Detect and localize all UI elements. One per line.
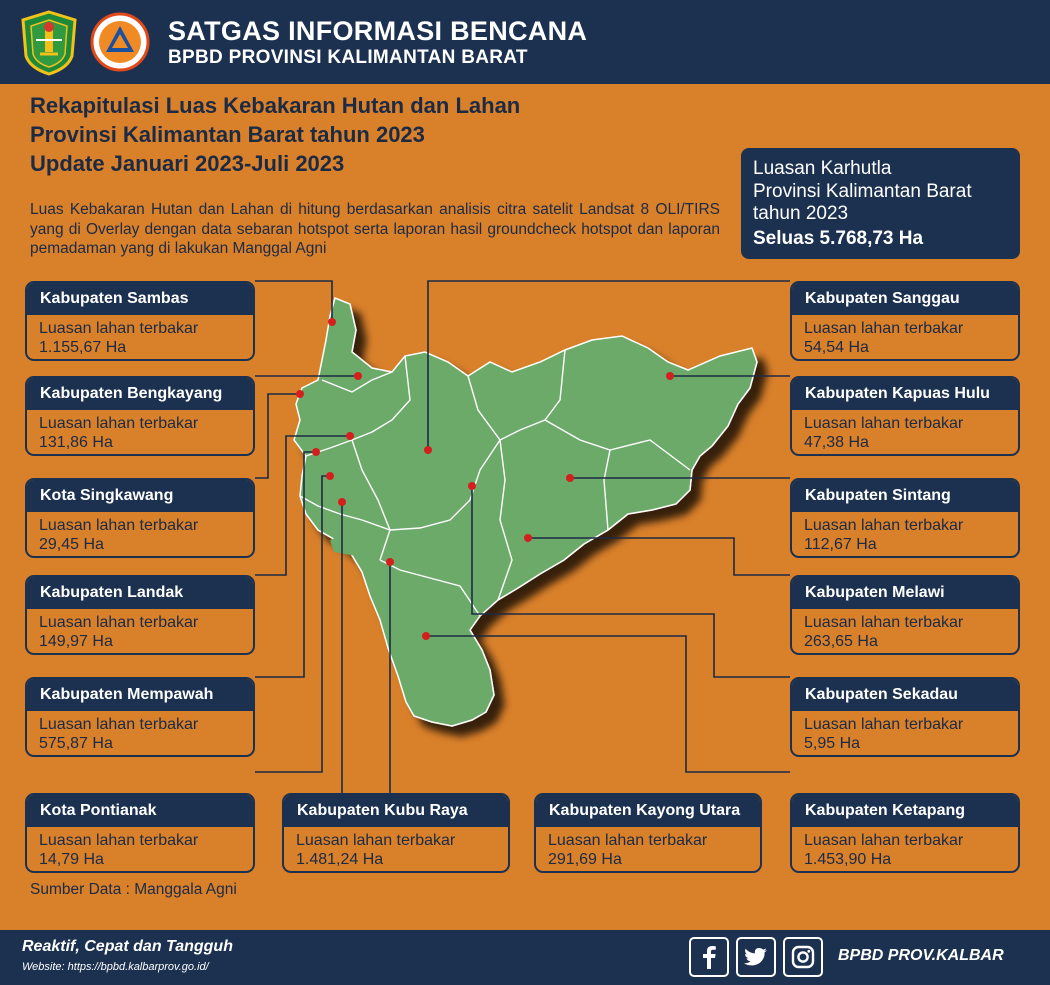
kalimantan-barat-shape (294, 298, 757, 726)
card-region-name: Kabupaten Kubu Raya (284, 795, 508, 827)
method-description: Luas Kebakaran Hutan dan Lahan di hitung berdasarkan analisis citra satelit Landsat 8 OLI/TIRS yang di Overlay dengan data sebaran hotspot serta laporan hasil groundcheck hotspot dan laporan pemadaman yang di lakukan Manggal Agni (30, 201, 720, 257)
card-label: Luasan lahan terbakar (804, 320, 964, 337)
footer-brand: BPBD PROV.KALBAR (838, 947, 1004, 964)
card-region-name: Kabupaten Kapuas Hulu (792, 378, 1018, 410)
card-region-name: Kabupaten Sambas (27, 283, 253, 315)
card-kota-singkawang (25, 478, 255, 558)
card-label: Luasan lahan terbakar (548, 832, 708, 849)
data-source-note: Sumber Data : Manggala Agni (30, 881, 237, 898)
card-label: Luasan lahan terbakar (39, 415, 199, 432)
card-label: Luasan lahan terbakar (804, 415, 964, 432)
card-region-name: Kota Pontianak (27, 795, 253, 827)
card-value: 29,45 Ha (39, 536, 104, 553)
instagram-icon[interactable] (783, 937, 823, 977)
card-kabupaten-kayong-utara (534, 793, 762, 873)
card-kabupaten-sekadau (790, 677, 1020, 757)
infographic-title-line-3: Update Januari 2023-Juli 2023 (30, 151, 345, 176)
card-value: 5,95 Ha (804, 735, 861, 752)
card-label: Luasan lahan terbakar (296, 832, 456, 849)
summary-line-1: Luasan Karhutla (753, 158, 892, 179)
card-label: Luasan lahan terbakar (39, 614, 199, 631)
card-label: Luasan lahan terbakar (39, 517, 199, 534)
card-region-name: Kabupaten Mempawah (27, 679, 253, 711)
card-label: Luasan lahan terbakar (804, 517, 964, 534)
card-value: 14,79 Ha (39, 851, 104, 868)
card-kabupaten-kapuas-hulu (790, 376, 1020, 456)
footer-slogan: Reaktif, Cepat dan Tangguh (22, 938, 233, 955)
card-value: 1.481,24 Ha (296, 851, 384, 868)
footer-website: Website: https://bpbd.kalbarprov.go.id/ (22, 961, 209, 973)
summary-line-2: Provinsi Kalimantan Barat (753, 180, 972, 202)
card-kabupaten-landak (25, 575, 255, 655)
card-label: Luasan lahan terbakar (804, 832, 964, 849)
card-region-name: Kabupaten Sintang (792, 480, 1018, 512)
summary-total: Seluas 5.768,73 Ha (753, 227, 924, 249)
card-region-name: Kota Singkawang (27, 480, 253, 512)
card-value: 131,86 Ha (39, 434, 113, 451)
card-region-name: Kabupaten Landak (27, 577, 253, 609)
card-region-name: Kabupaten Bengkayang (27, 378, 253, 410)
card-kabupaten-sambas (25, 281, 255, 361)
card-kabupaten-melawi (790, 575, 1020, 655)
footer-bar (0, 930, 1050, 985)
card-label: Luasan lahan terbakar (804, 716, 964, 733)
card-value: 1.453,90 Ha (804, 851, 892, 868)
card-value: 112,67 Ha (804, 536, 877, 553)
card-region-name: Kabupaten Melawi (792, 577, 1018, 609)
card-kota-pontianak (25, 793, 255, 873)
card-value: 291,69 Ha (548, 851, 622, 868)
card-kabupaten-kubu-raya (282, 793, 510, 873)
card-value: 263,65 Ha (804, 633, 878, 650)
card-kabupaten-mempawah (25, 677, 255, 757)
card-region-name: Kabupaten Sanggau (792, 283, 1018, 315)
facebook-icon[interactable] (689, 937, 729, 977)
header-subtitle: BPBD PROVINSI KALIMANTAN BARAT (168, 47, 528, 68)
card-region-name: Kabupaten Ketapang (792, 795, 1018, 827)
card-label: Luasan lahan terbakar (39, 716, 199, 733)
card-value: 575,87 Ha (39, 735, 113, 752)
card-region-name: Kabupaten Sekadau (792, 679, 1018, 711)
header-title: SATGAS INFORMASI BENCANA (168, 16, 588, 46)
card-label: Luasan lahan terbakar (39, 832, 199, 849)
card-label: Luasan lahan terbakar (39, 320, 199, 337)
card-kabupaten-sanggau (790, 281, 1020, 361)
card-value: 54,54 Ha (804, 339, 869, 356)
card-value: 149,97 Ha (39, 633, 113, 650)
infographic-title-line-1: Rekapitulasi Luas Kebakaran Hutan dan Lahan (30, 93, 521, 118)
summary-line-3: tahun 2023 (753, 203, 849, 224)
card-value: 1.155,67 Ha (39, 339, 127, 356)
card-kabupaten-ketapang (790, 793, 1020, 873)
card-value: 47,38 Ha (804, 434, 869, 451)
card-label: Luasan lahan terbakar (804, 614, 964, 631)
twitter-icon[interactable] (736, 937, 776, 977)
card-kabupaten-bengkayang (25, 376, 255, 456)
infographic-title-line-2: Provinsi Kalimantan Barat tahun 2023 (30, 122, 425, 147)
card-kabupaten-sintang (790, 478, 1020, 558)
card-region-name: Kabupaten Kayong Utara (536, 795, 760, 827)
